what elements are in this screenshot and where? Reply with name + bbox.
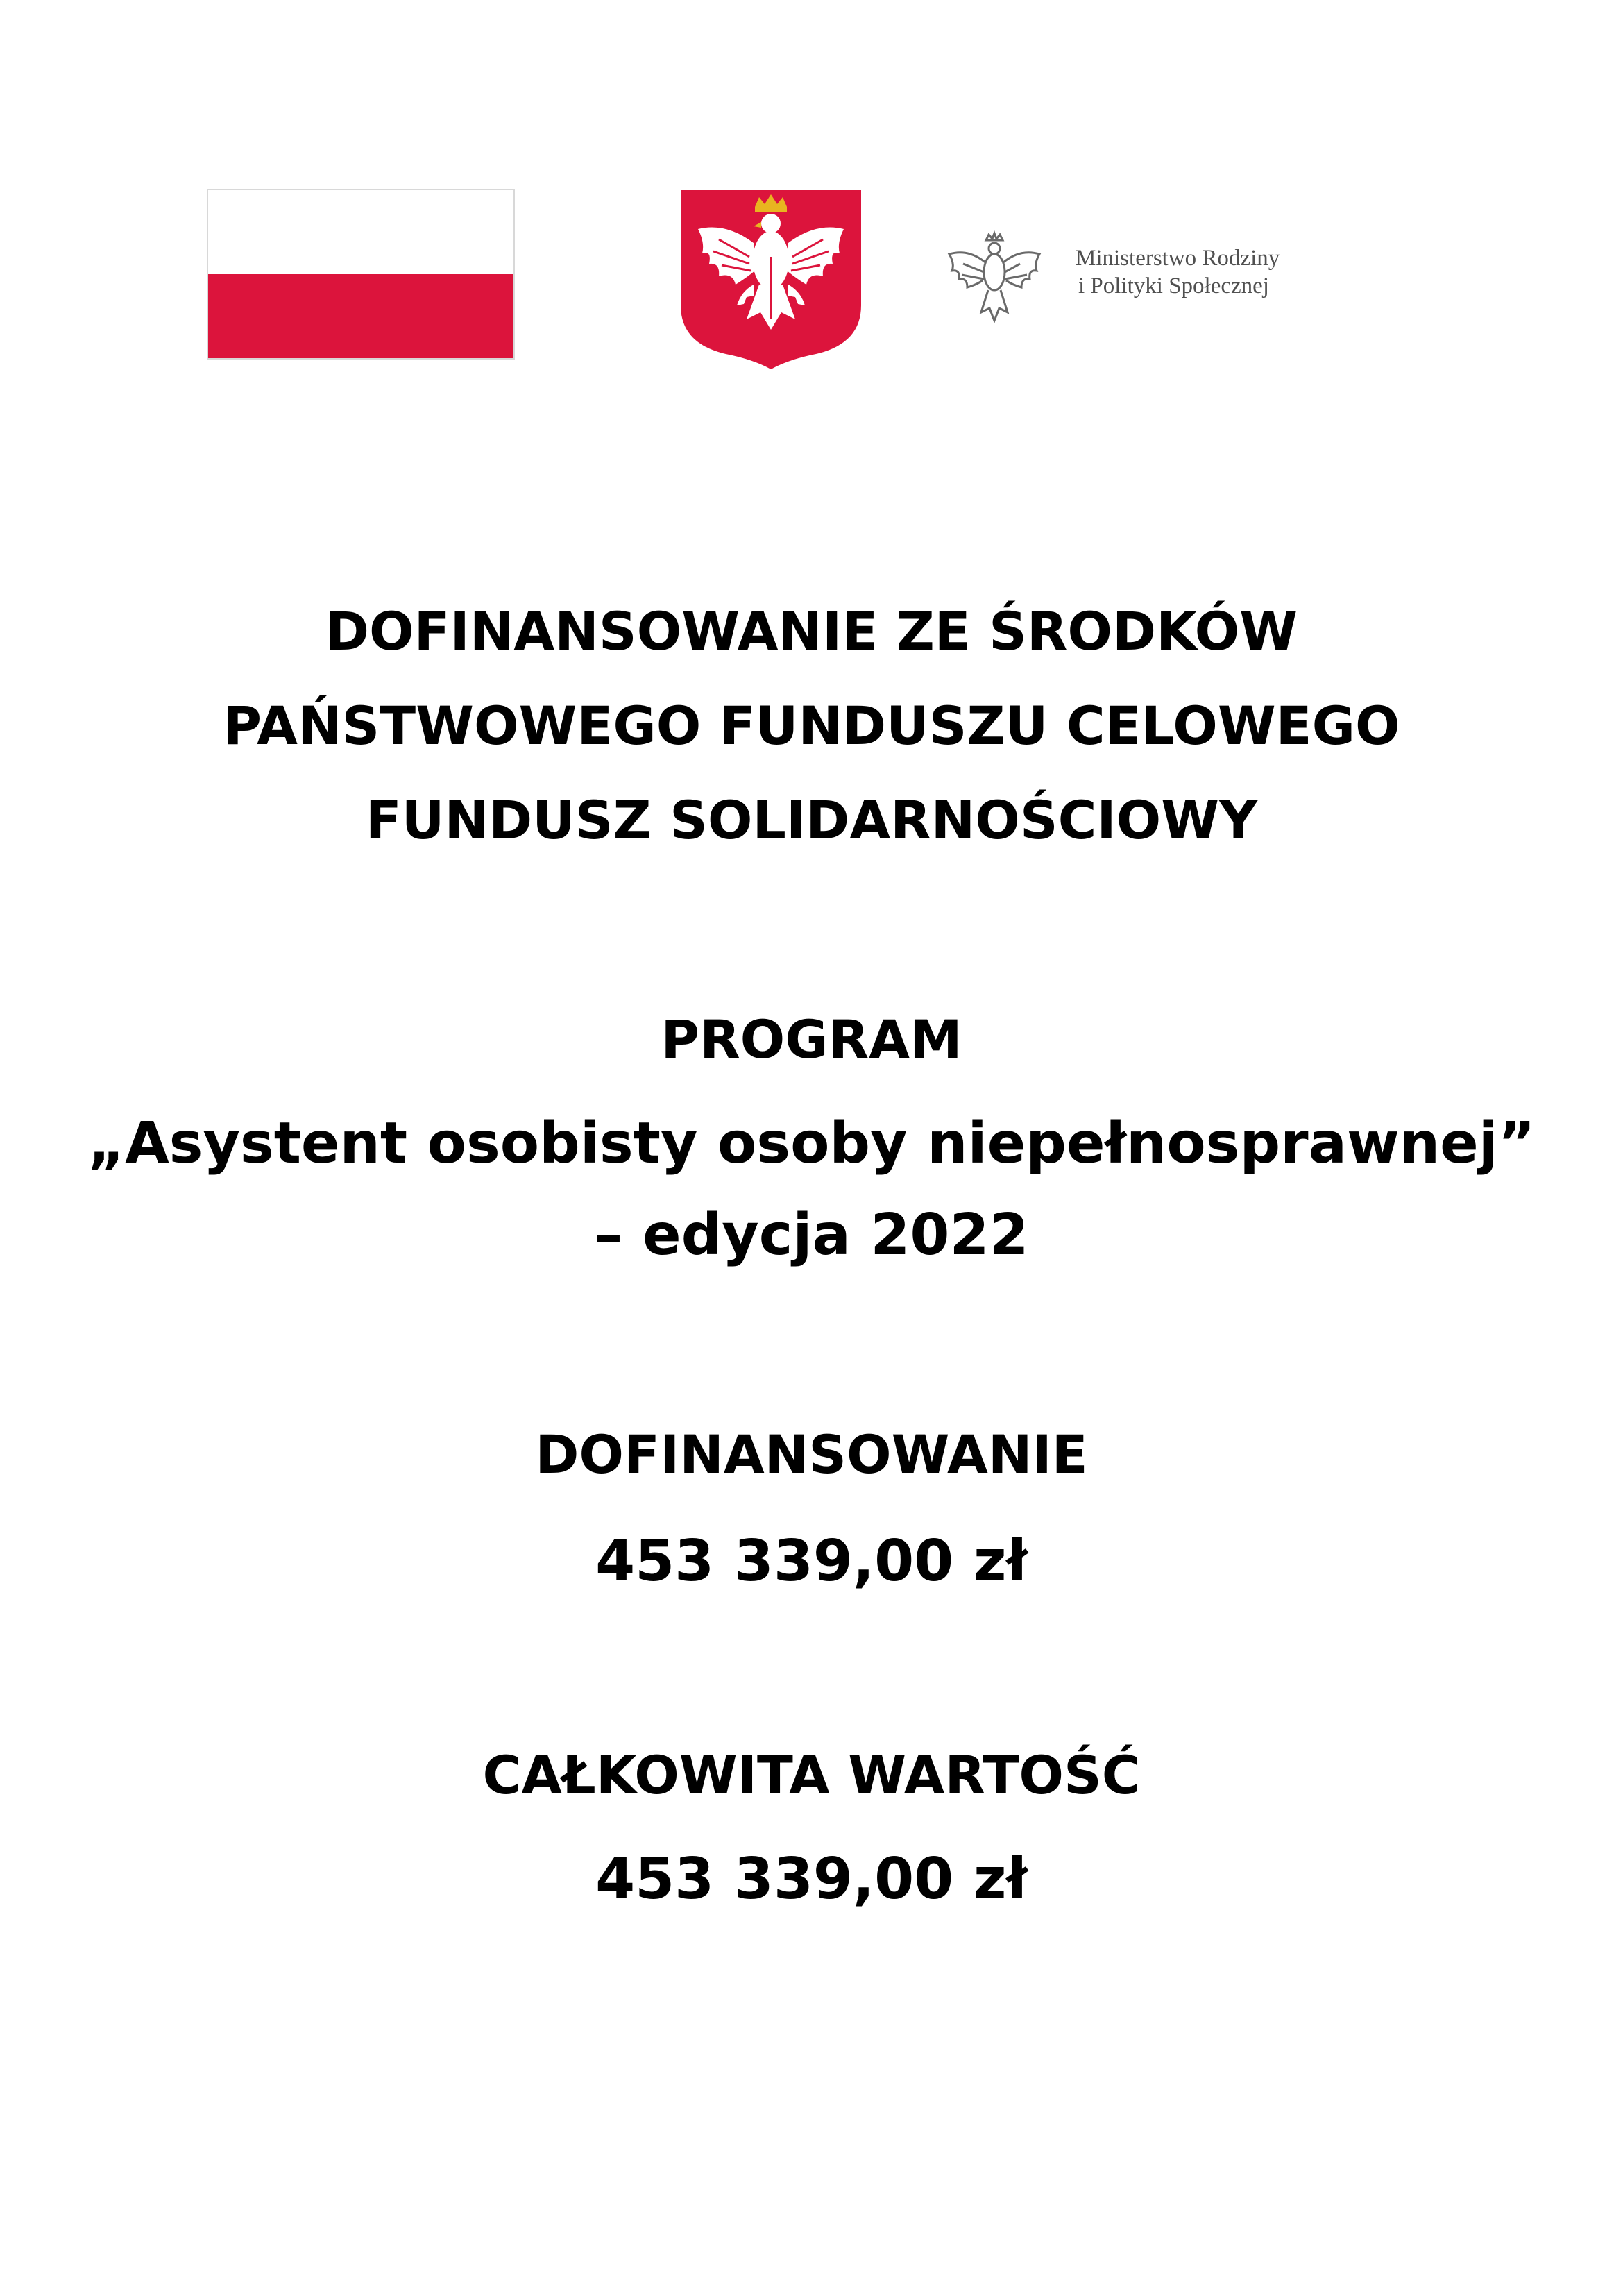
funding-label: DOFINANSOWANIE	[535, 1424, 1088, 1485]
funding-amount: 453 339,00 zł	[595, 1528, 1028, 1594]
header-line-3: FUNDUSZ SOLIDARNOŚCIOWY	[365, 789, 1258, 851]
ministry-name-line2: i Polityki Społecznej	[1078, 273, 1269, 298]
total-amount: 453 339,00 zł	[595, 1846, 1028, 1912]
header-line-2: PAŃSTWOWEGO FUNDUSZU CELOWEGO	[223, 695, 1400, 757]
polish-coat-of-arms-icon	[677, 187, 865, 372]
program-name: „Asystent osobisty osoby niepełnosprawnej”	[87, 1111, 1536, 1176]
program-edition: – edycja 2022	[594, 1202, 1029, 1268]
ministry-name-line1: Ministerstwo Rodziny	[1076, 246, 1280, 271]
polish-flag-icon	[207, 189, 515, 360]
eagle-emblem-icon	[942, 229, 1046, 323]
ministry-logo	[942, 229, 1386, 326]
total-label: CAŁKOWITA WARTOŚĆ	[482, 1744, 1141, 1806]
program-label: PROGRAM	[661, 1008, 962, 1070]
ministry-name	[1076, 244, 1280, 300]
logo-bar	[0, 0, 1623, 389]
header-line-1: DOFINANSOWANIE ZE ŚRODKÓW	[325, 600, 1298, 662]
